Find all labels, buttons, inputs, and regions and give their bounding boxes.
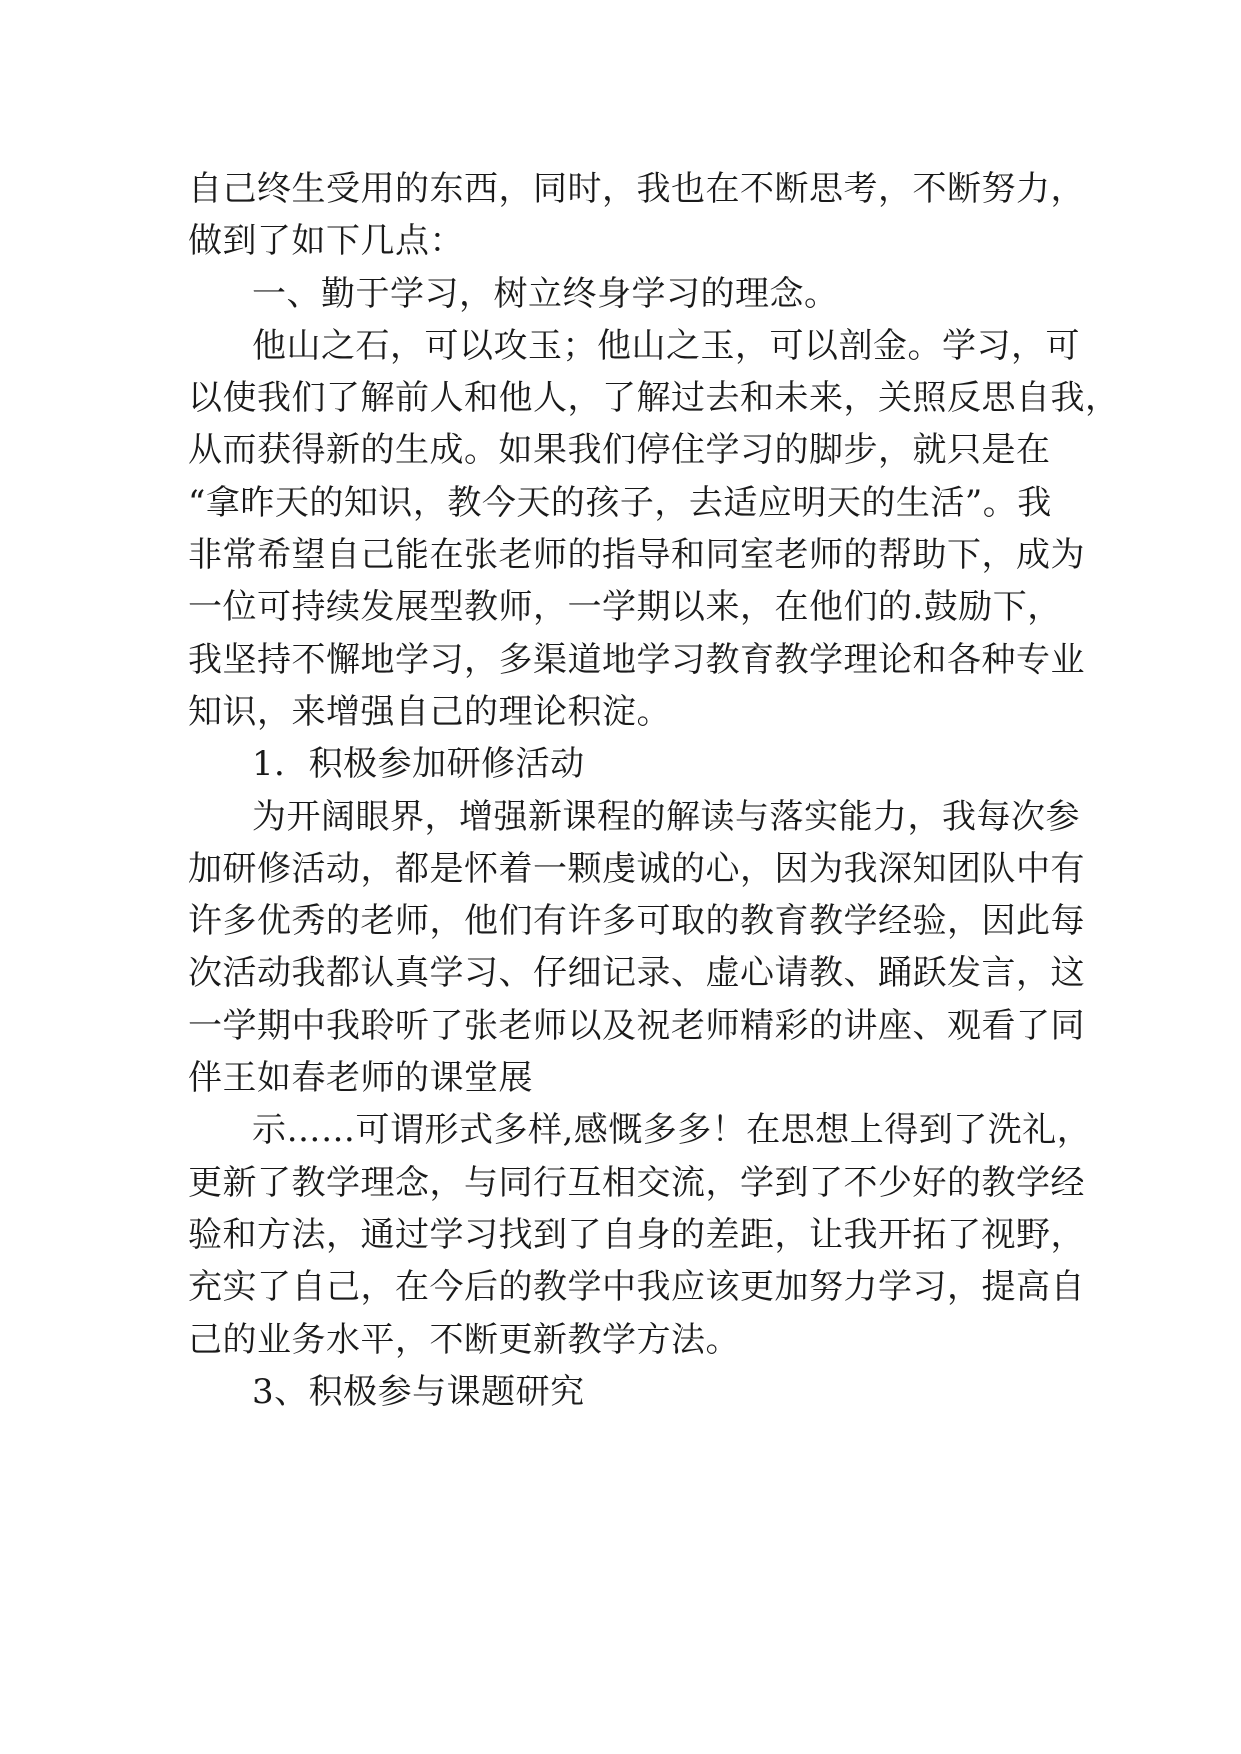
text-line: 1．积极参加研修活动 xyxy=(252,744,585,785)
text-line: 他山之石，可以攻玉；他山之玉，可以剖金。学习，可 xyxy=(252,325,1080,366)
text-line: 我坚持不懈地学习，多渠道地学习教育教学理论和各种专业 xyxy=(188,639,1085,680)
text-line: 次活动我都认真学习、仔细记录、虚心请教、踊跃发言，这 xyxy=(188,953,1085,994)
text-line: 从而获得新的生成。如果我们停住学习的脚步，就只是在 xyxy=(188,430,1051,471)
text-line: “拿昨天的知识，教今天的孩子，去适应明天的生活”。我 xyxy=(188,482,1052,523)
text-line: 一、勤于学习，树立终身学习的理念。 xyxy=(252,273,839,314)
text-line: 做到了如下几点： xyxy=(188,221,464,262)
text-line: 一学期中我聆听了张老师以及祝老师精彩的讲座、观看了同 xyxy=(188,1005,1085,1046)
text-line: 为开阔眼界，增强新课程的解读与落实能力，我每次参 xyxy=(252,796,1080,837)
text-line: 以使我们了解前人和他人，了解过去和未来，关照反思自我， xyxy=(188,378,1120,419)
text-line: 3、积极参与课题研究 xyxy=(252,1371,585,1412)
text-line: 加研修活动，都是怀着一颗虔诚的心，因为我深知团队中有 xyxy=(188,848,1085,889)
text-line: 验和方法，通过学习找到了自身的差距，让我开拓了视野， xyxy=(188,1214,1085,1255)
text-line: 己的业务水平，不断更新教学方法。 xyxy=(188,1319,740,1360)
text-line: 充实了自己，在今后的教学中我应该更加努力学习，提高自 xyxy=(188,1267,1085,1308)
text-line: 示……可谓形式多样,感慨多多！在思想上得到了洗礼， xyxy=(252,1110,1092,1151)
text-line: 伴王如春老师的课堂展 xyxy=(188,1058,533,1099)
text-line: 一位可持续发展型教师，一学期以来，在他们的.鼓励下， xyxy=(188,587,1062,628)
document-body xyxy=(188,163,1120,1418)
text-line: 更新了教学理念，与同行互相交流，学到了不少好的教学经 xyxy=(188,1162,1085,1203)
text-line: 知识，来增强自己的理论积淀。 xyxy=(188,691,671,732)
text-line: 非常希望自己能在张老师的指导和同室老师的帮助下，成为 xyxy=(188,535,1085,576)
text-line: 自己终生受用的东西，同时，我也在不断思考，不断努力， xyxy=(188,169,1085,209)
text-line: 许多优秀的老师，他们有许多可取的教育教学经验，因此每 xyxy=(188,901,1085,942)
